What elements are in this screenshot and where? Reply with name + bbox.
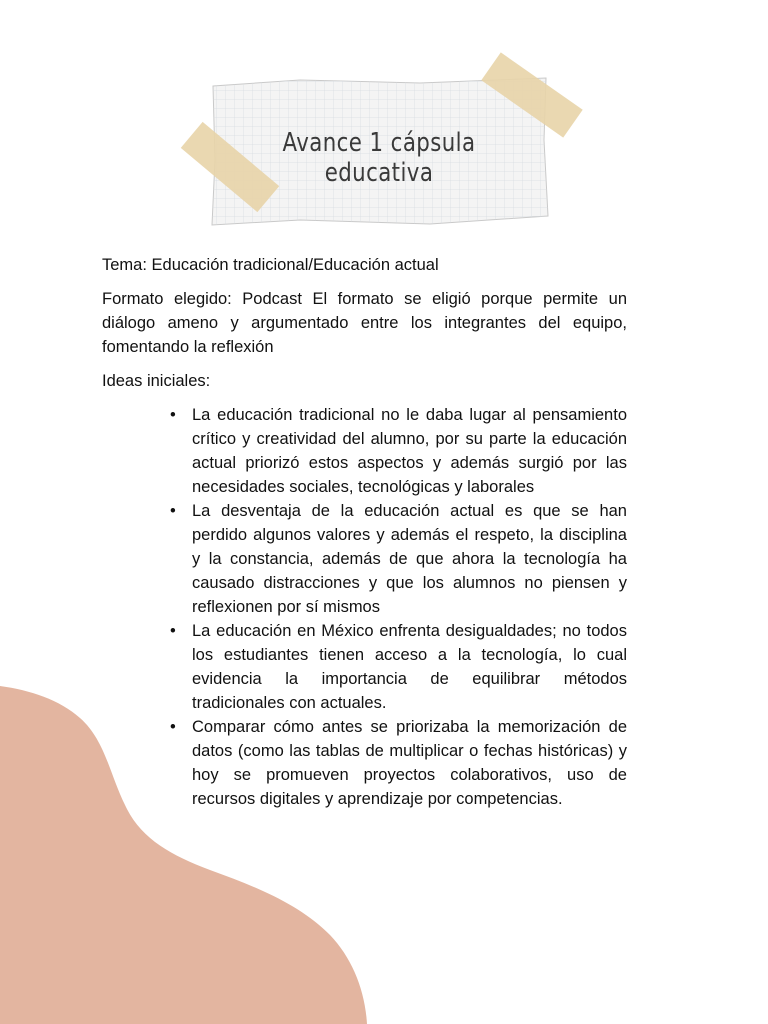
list-item <box>170 715 627 811</box>
list-item-text: La educación en México enfrenta desigualdades; no todos los estudiantes tienen acceso a la tecnología, lo cual evidencia la importancia de equilibrar métodos tradicionales con actuales. <box>192 622 627 712</box>
list-item <box>170 619 627 715</box>
page-title: Avance 1 cápsula educativa <box>282 128 476 188</box>
bullet-icon: • <box>170 406 176 424</box>
note-graphic <box>0 0 768 240</box>
ideas-list <box>102 403 627 811</box>
topic-line: Tema: Educación tradicional/Educación actual <box>102 256 439 274</box>
list-item-text: La educación tradicional no le daba lugar al pensamiento crítico y creatividad del alumno, por su parte la educación actual priorizó estos aspectos y además surgió por las necesidades sociales, tecnológicas y laborales <box>192 406 627 496</box>
format-paragraph: Formato elegido: Podcast El formato se eligió porque permite un diálogo ameno y argumentado entre los integrantes del equipo, fomentando la reflexión <box>102 290 627 356</box>
list-item <box>170 499 627 619</box>
ideas-heading: Ideas iniciales: <box>102 372 211 390</box>
list-item-text: La desventaja de la educación actual es que se han perdido algunos valores y además el respeto, la disciplina y la constancia, además de que ahora la tecnología ha causado distracciones y que los alumnos no piensen y reflexionen por sí mismos <box>192 502 627 616</box>
bullet-icon: • <box>170 718 176 736</box>
list-item-text: Comparar cómo antes se priorizaba la memorización de datos (como las tablas de multiplicar o fechas históricas) y hoy se promueven proyectos colaborativos, uso de recursos digitales y aprendizaje por competencias. <box>192 718 627 808</box>
title-note <box>0 0 768 240</box>
bullet-icon: • <box>170 622 176 640</box>
list-item <box>170 403 627 499</box>
document-body <box>102 253 627 811</box>
bullet-icon: • <box>170 502 176 520</box>
